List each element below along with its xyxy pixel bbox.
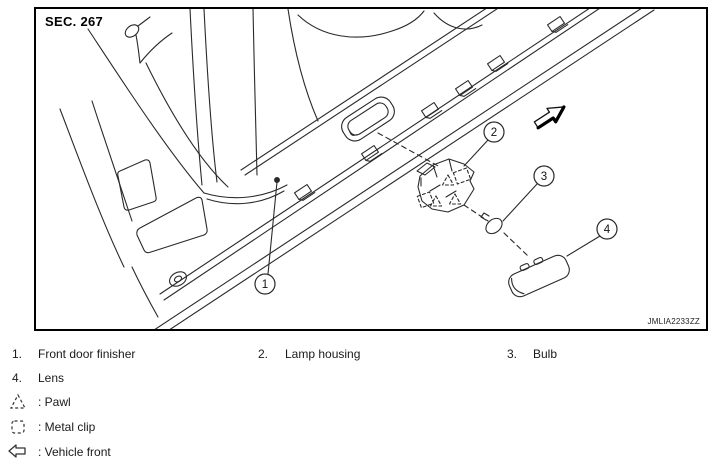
legend-item-label: Lens	[38, 371, 65, 385]
diagram-canvas	[34, 7, 708, 331]
callout-4	[597, 219, 617, 239]
metal-clip-icon	[8, 417, 28, 440]
legend-item-label: Front door finisher	[38, 347, 136, 361]
callout-1	[255, 274, 275, 294]
front-door-finisher-drawing	[60, 9, 482, 317]
door-edge-slots	[295, 15, 568, 202]
pawl-marker	[450, 194, 461, 204]
legend-item-label: Bulb	[533, 347, 558, 361]
pawl-marker	[443, 175, 454, 185]
metal-clip-marker	[453, 168, 470, 184]
legend-symbol-label: : Metal clip	[38, 420, 96, 434]
legend-item-number: 3.	[507, 347, 518, 361]
lens-drawing	[504, 248, 572, 299]
legend	[0, 336, 718, 465]
legend-symbol-label: : Vehicle front	[38, 445, 111, 459]
door-lower-edge-lines	[148, 9, 654, 329]
svg-text:3: 3	[540, 171, 548, 184]
svg-text:1: 1	[261, 279, 269, 292]
legend-item-label: Lamp housing	[285, 347, 361, 361]
callout-3	[534, 166, 554, 186]
callout-2	[484, 122, 504, 142]
legend-symbol-label: : Pawl	[38, 395, 71, 409]
vehicle-front-icon	[6, 442, 28, 463]
lamp-housing-drawing	[417, 159, 474, 212]
vehicle-front-arrow	[532, 100, 568, 131]
pawl-marker	[431, 196, 442, 206]
svg-text:2: 2	[490, 127, 498, 140]
pawl-icon	[8, 392, 28, 415]
legend-item-number: 2.	[258, 347, 269, 361]
svg-text:4: 4	[603, 224, 611, 237]
section-label: SEC. 267	[45, 14, 104, 29]
image-code: JMLIA2233ZZ	[647, 317, 700, 326]
legend-item-number: 4.	[12, 371, 23, 385]
legend-item-number: 1.	[12, 347, 23, 361]
exploded-view-drawing	[36, 9, 706, 329]
bulb-drawing	[481, 213, 505, 237]
callout-leader-lines	[268, 140, 600, 274]
assembly-dashed-lines	[378, 133, 528, 256]
